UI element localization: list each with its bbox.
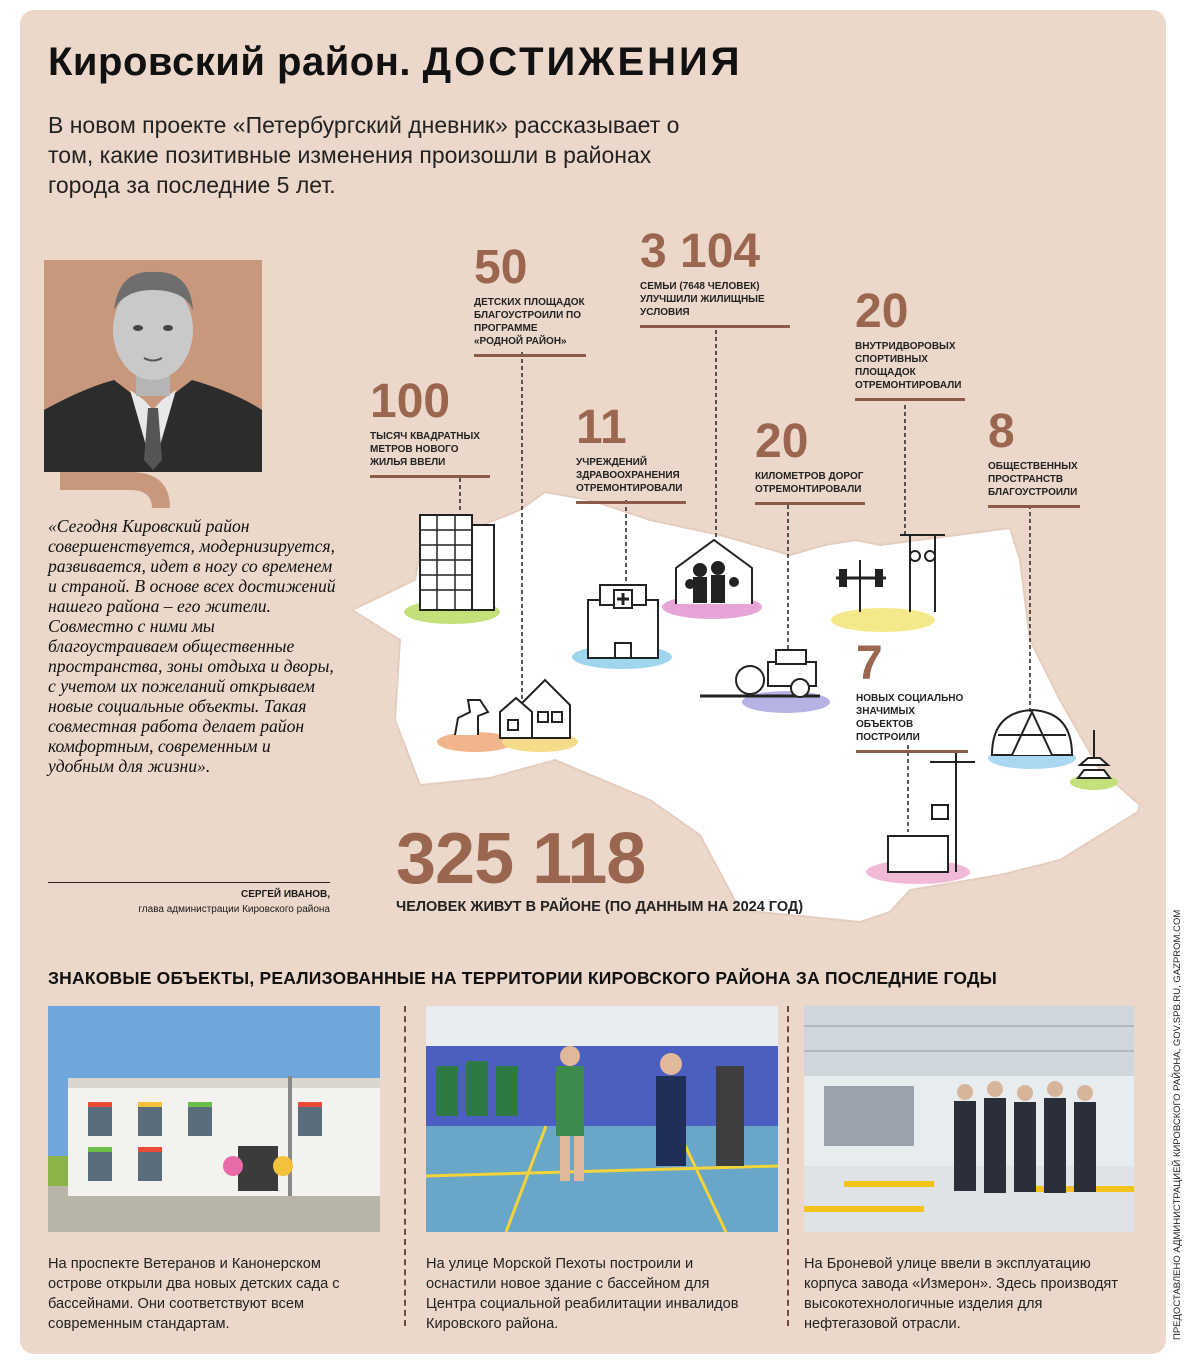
stat-healthcare-label: УЧРЕЖДЕНИЙ ЗДРАВООХРАНЕНИЯ ОТРЕМОНТИРОВАЛИ [576,457,683,494]
stat-healthcare [576,401,686,504]
stat-families [640,225,790,328]
intro-text: В новом проекте «Петербургский дневник» рассказывает о том, какие позитивные изменения произошли в районах города за последние 5 лет. [48,112,680,198]
rehab-center-caption: На улице Морской Пехоты построили и оснастили новое здание с бассейном для Центра социальной реабилитации инвалидов Кировского района. [426,1256,739,1332]
kindergarten-photo [48,1006,380,1232]
factory-caption: На Броневой улице ввели в эксплуатацию корпуса завода «Измерон». Здесь производят высокотехнологичные изделия для нефтегазовой отрасли. [804,1256,1118,1332]
stat-playgrounds [474,241,586,357]
quote-author-role: глава администрации Кировского района [138,904,330,915]
kindergarten-caption: На проспекте Ветеранов и Канонерском острове открыли два новых детских сада с бассейнами. Они соответствуют всем современным стандартам. [48,1256,340,1332]
quote-text: «Сегодня Кировский район совершенствуется, модернизируется, развивается, идет в ногу со временем и страной. В основе всех достижений нашего района – его жители. Совместно с ними мы благоустраиваем общественные пространства, зоны отдыха и дворы, с учетом их пожеланий открываем новые социальные объекты. Такая совместная работа делает район комфортным, современным и удобным для жизни». [48,516,336,776]
stat-social-objects [856,637,968,753]
stat-social-objects-label: НОВЫХ СОЦИАЛЬНО ЗНАЧИМЫХ ОБЪЕКТОВ ПОСТРОИЛИ [856,693,964,743]
stat-housing-value: 100 [370,375,451,428]
factory-photo [804,1006,1134,1232]
stat-sports-value: 20 [855,285,909,338]
photo-credit: ПРЕДОСТАВЛЕНО АДМИНИСТРАЦИЕЙ КИРОВСКОГО РАЙОНА, GOV.SPB.RU, GAZPROM.COM [1172,909,1183,1340]
quote-author: СЕРГЕЙ ИВАНОВ, [241,889,330,900]
separator-1 [404,1006,406,1326]
title-accent: ДОСТИЖЕНИЯ [422,40,743,84]
stat-families-label: СЕМЬИ (7648 ЧЕЛОВЕК) УЛУЧШИЛИ ЖИЛИЩНЫЕ УСЛОВИЯ [640,281,765,318]
stat-families-value: 3 104 [640,225,761,278]
stat-playgrounds-bar [474,354,586,357]
stat-roads-value: 20 [755,415,809,468]
stat-housing-label: ТЫСЯЧ КВАДРАТНЫХ МЕТРОВ НОВОГО ЖИЛЬЯ ВВЕЛИ [370,431,480,468]
stat-social-objects-bar [856,750,968,753]
stat-roads-bar [755,502,865,505]
stat-public-spaces [988,405,1080,508]
section-title: ЗНАКОВЫЕ ОБЪЕКТЫ, РЕАЛИЗОВАННЫЕ НА ТЕРРИТОРИИ КИРОВСКОГО РАЙОНА ЗА ПОСЛЕДНИЕ ГОДЫ [48,968,998,988]
stat-playgrounds-value: 50 [474,241,528,294]
population-value: 325 118 [396,819,646,899]
stat-public-spaces-bar [988,505,1080,508]
stat-social-objects-value: 7 [856,637,883,690]
stat-housing-bar [370,475,490,478]
rehab-center-photo [426,1006,778,1232]
stat-playgrounds-label: ДЕТСКИХ ПЛОЩАДОК БЛАГОУСТРОИЛИ ПО ПРОГРАММЕ «РОДНОЙ РАЙОН» [474,297,585,347]
separator-2 [787,1006,789,1326]
stat-healthcare-bar [576,501,686,504]
stat-public-spaces-value: 8 [988,405,1015,458]
stat-families-bar [640,325,790,328]
stat-sports-label: ВНУТРИДВОРОВЫХ СПОРТИВНЫХ ПЛОЩАДОК ОТРЕМОНТИРОВАЛИ [855,341,962,391]
stat-healthcare-value: 11 [576,401,627,454]
stat-roads-label: КИЛОМЕТРОВ ДОРОГ ОТРЕМОНТИРОВАЛИ [755,471,864,495]
stat-sports-bar [855,398,965,401]
title-main: Кировский район. [48,40,411,84]
stat-housing [370,375,490,478]
stat-sports [855,285,965,401]
stat-roads [755,415,865,505]
population-label: ЧЕЛОВЕК ЖИВУТ В РАЙОНЕ (ПО ДАННЫМ НА 2024 ГОД) [396,899,804,915]
stat-public-spaces-label: ОБЩЕСТВЕННЫХ ПРОСТРАНСТВ БЛАГОУСТРОИЛИ [988,461,1078,498]
